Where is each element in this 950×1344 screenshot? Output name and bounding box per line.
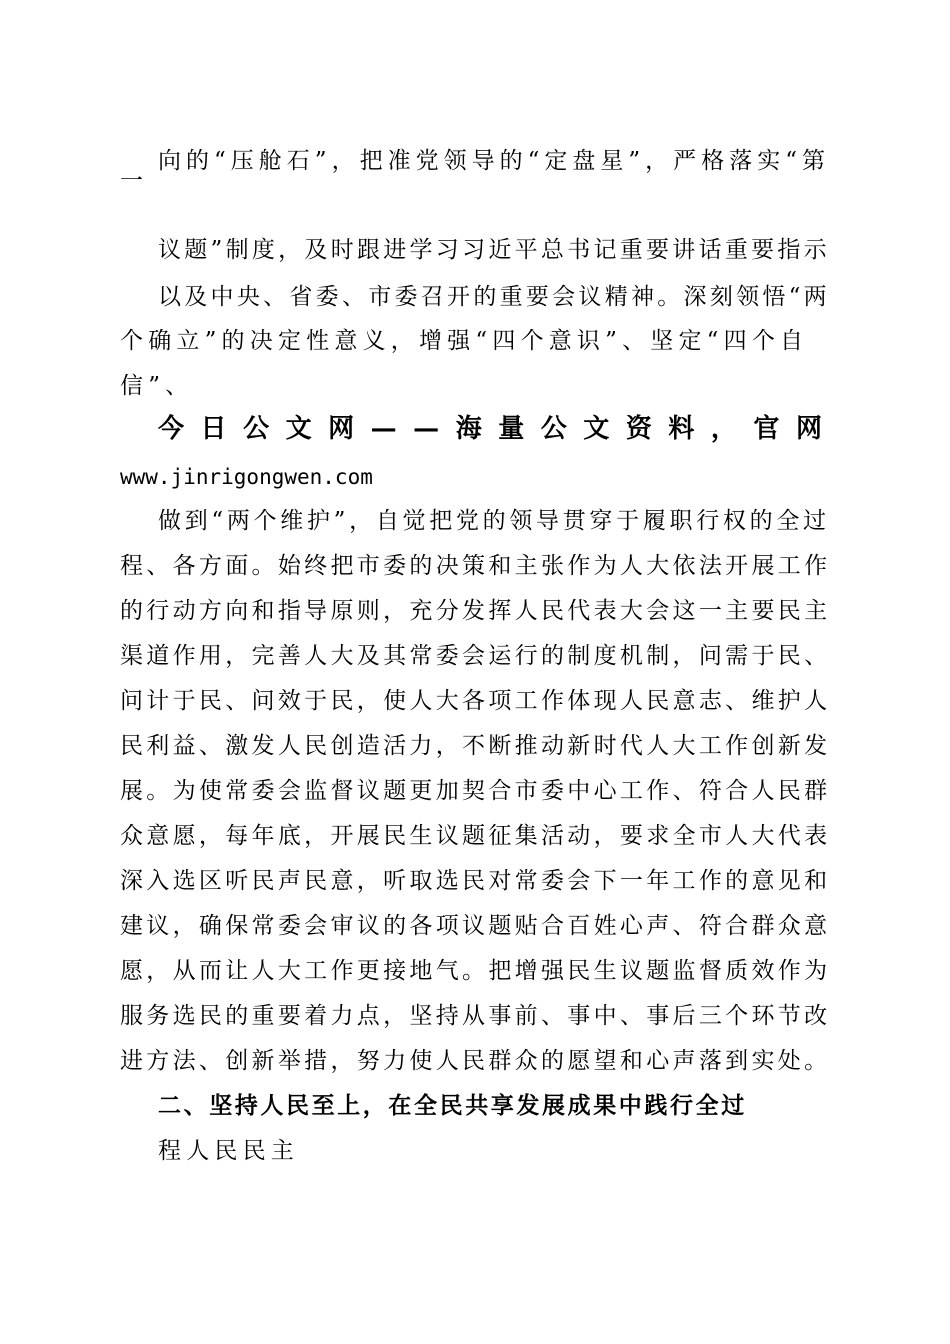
text-line: 民利益、激发人民创造活力，不断推动新时代人大工作创新发 (120, 733, 831, 759)
banner-char: 海 (455, 414, 482, 444)
banner-char: 料 (668, 414, 695, 444)
text-line: 进方法、创新举措，努力使人民群众的愿望和心声落到实处。 (120, 1048, 831, 1074)
text-line: 深入选区听民声民意，听取选民对常委会下一年工作的意见和 (120, 868, 831, 894)
section-heading-tail: 程人民民主 (158, 1138, 299, 1164)
text-line: 的行动方向和指导原则，充分发挥人民代表大会这一主要民主 (120, 598, 831, 624)
text-line: 服务选民的重要着力点，坚持从事前、事中、事后三个环节改 (120, 1003, 831, 1029)
watermark-url: www.jinrigongwen.com (120, 465, 373, 489)
text-line: 众意愿，每年底，开展民生议题征集活动，要求全市人大代表 (120, 823, 831, 849)
text-line: 展。为使常委会监督议题更加契合市委中心工作、符合人民群 (120, 778, 831, 804)
banner-char: ， (710, 414, 737, 444)
banner-char: 资 (625, 414, 652, 444)
banner-char: 网 (795, 414, 822, 444)
text-line: 做到“两个维护”，自觉把党的领导贯穿于履职行权的全过 (158, 508, 830, 534)
text-line: 一 (120, 168, 149, 194)
banner-char: 文 (285, 414, 312, 444)
banner-char: 网 (328, 414, 355, 444)
text-line: 个确立”的决定性意义，增强“四个意识”、坚定“四个自 (120, 328, 809, 354)
text-line: 问计于民、问效于民，使人大各项工作体现人民意志、维护人 (120, 688, 831, 714)
banner-char: 公 (243, 414, 270, 444)
text-line: 议题”制度，及时跟进学习习近平总书记重要讲话重要指示 (158, 237, 830, 263)
text-line: 愿，从而让人大工作更接地气。把增强民生议题监督质效作为 (120, 958, 831, 984)
watermark-banner (158, 414, 822, 444)
banner-char: 日 (200, 414, 227, 444)
banner-char: 公 (540, 414, 567, 444)
banner-char: — (413, 414, 440, 444)
text-line: 渠道作用，完善人大及其常委会运行的制度机制，问需于民、 (120, 643, 831, 669)
text-line: 向的“压舱石”，把准党领导的“定盘星”，严格落实“第 (158, 148, 830, 174)
text-line: 程、各方面。始终把市委的决策和主张作为人大依法开展工作 (120, 553, 831, 579)
banner-char: 文 (583, 414, 610, 444)
text-line: 建议，确保常委会审议的各项议题贴合百姓心声、符合群众意 (120, 913, 831, 939)
text-line: 信”、 (120, 373, 194, 399)
banner-char: 官 (753, 414, 780, 444)
banner-char: — (370, 414, 397, 444)
banner-char: 量 (498, 414, 525, 444)
section-heading: 二、坚持人民至上，在全民共享发展成果中践行全过 (158, 1093, 747, 1119)
banner-char: 今 (158, 414, 185, 444)
text-line: 以及中央、省委、市委召开的重要会议精神。深刻领悟“两 (158, 284, 830, 310)
